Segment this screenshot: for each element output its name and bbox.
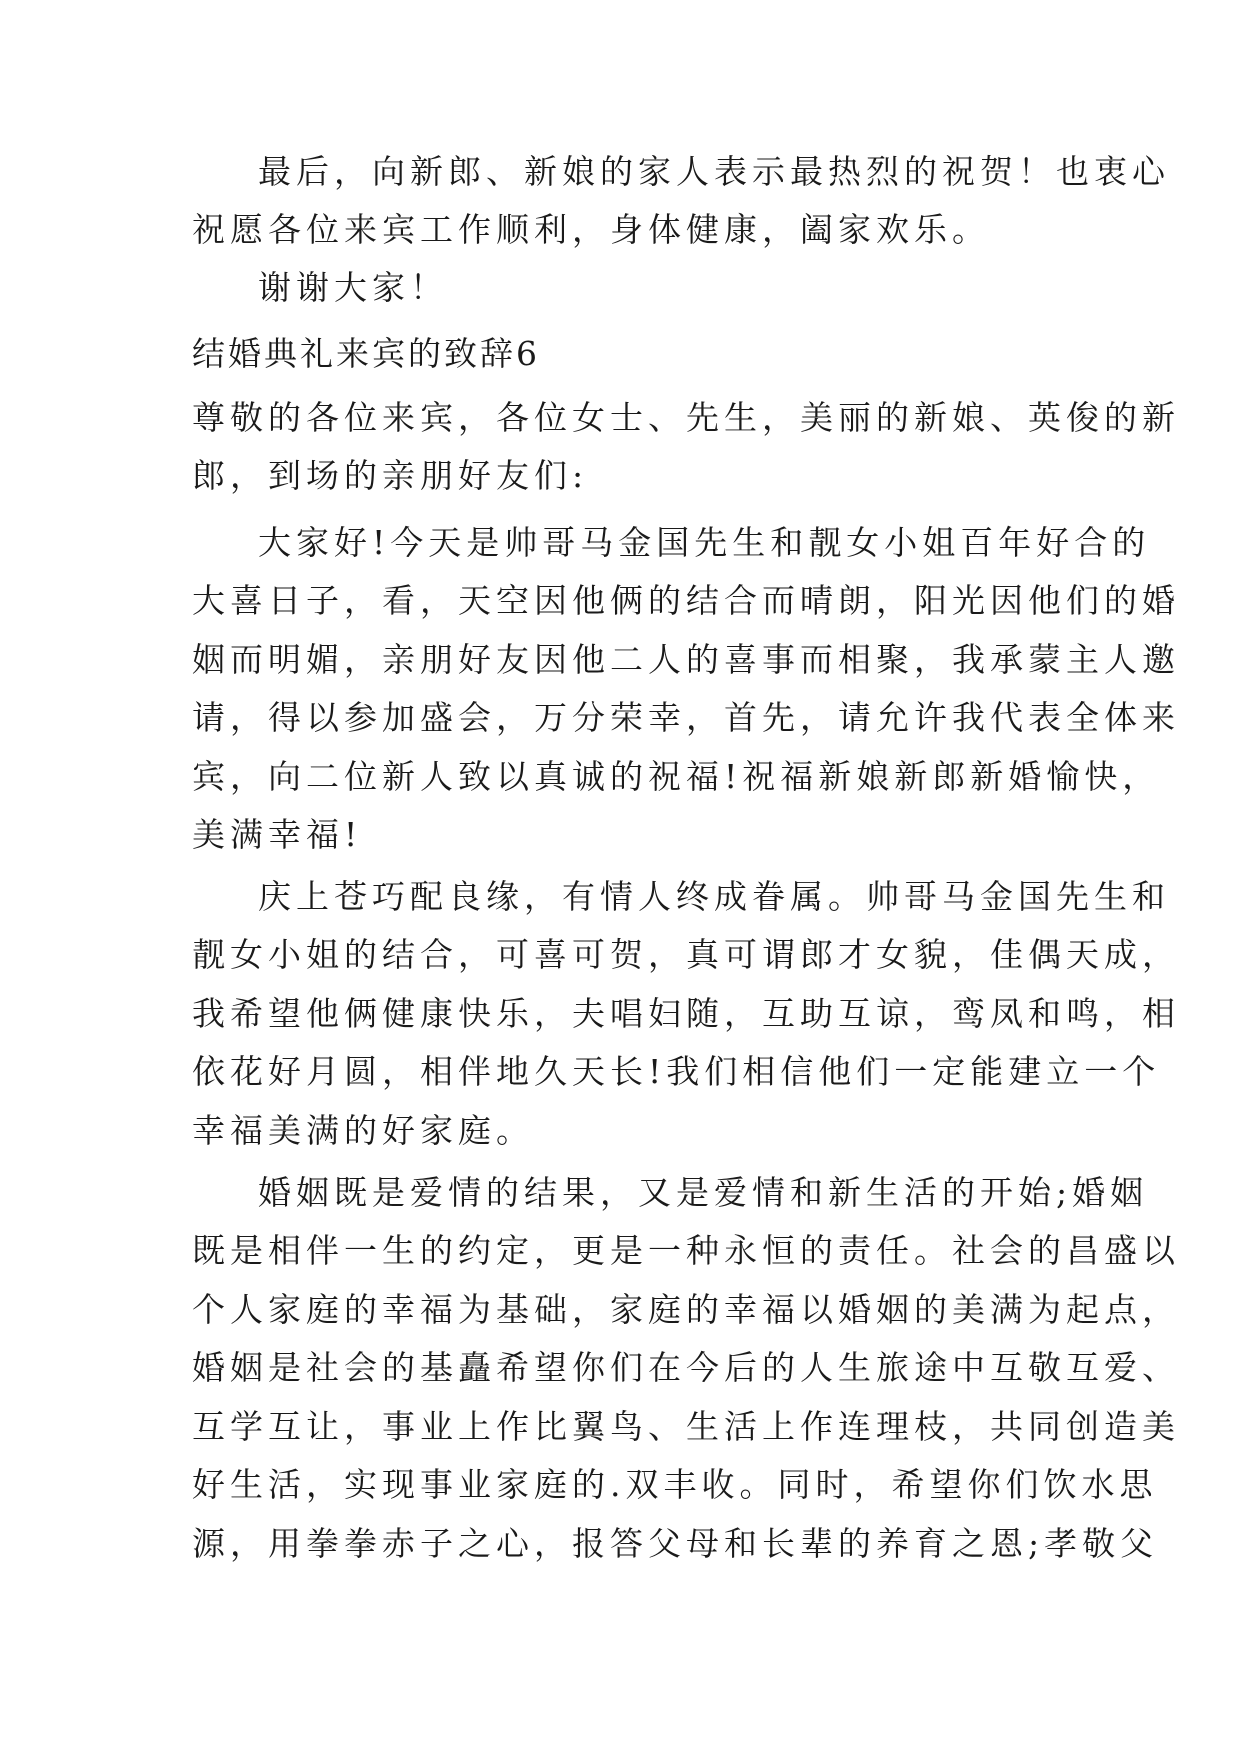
paragraph-line: 祝愿各位来宾工作顺利，身体健康，阖家欢乐。	[192, 210, 990, 249]
paragraph-line: 我希望他俩健康快乐，夫唱妇随，互助互谅，鸾凤和鸣，相	[192, 994, 1180, 1033]
paragraph-line: 美满幸福!	[192, 815, 363, 854]
paragraph-line: 谢谢大家！	[258, 268, 448, 307]
section-title: 结婚典礼来宾的致辞6	[192, 334, 540, 373]
paragraph-line: 姻而明媚，亲朋好友因他二人的喜事而相聚，我承蒙主人邀	[192, 640, 1180, 679]
paragraph-line: 请，得以参加盛会，万分荣幸，首先，请允许我代表全体来	[192, 698, 1180, 737]
paragraph-line: 大家好!今天是帅哥马金国先生和靓女小姐百年好合的	[258, 523, 1151, 562]
paragraph-line: 郎，到场的亲朋好友们:	[192, 456, 589, 495]
paragraph-line: 宾，向二位新人致以真诚的祝福!祝福新娘新郎新婚愉快，	[192, 757, 1161, 796]
paragraph-line: 依花好月圆，相伴地久天长!我们相信他们一定能建立一个	[192, 1052, 1161, 1091]
paragraph-line: 靓女小姐的结合，可喜可贺，真可谓郎才女貌，佳偶天成，	[192, 935, 1180, 974]
paragraph-line: 好生活，实现事业家庭的.双丰收。同时，希望你们饮水思	[192, 1465, 1158, 1504]
paragraph-line: 婚姻既是爱情的结果，又是爱情和新生活的开始;婚姻	[258, 1173, 1149, 1212]
paragraph-line: 尊敬的各位来宾，各位女士、先生，美丽的新娘、英俊的新	[192, 398, 1180, 437]
paragraph-line: 个人家庭的幸福为基础，家庭的幸福以婚姻的美满为起点，	[192, 1290, 1180, 1329]
paragraph-line: 幸福美满的好家庭。	[192, 1111, 534, 1150]
paragraph-line: 既是相伴一生的约定，更是一种永恒的责任。社会的昌盛以	[192, 1231, 1180, 1270]
paragraph-line: 庆上苍巧配良缘，有情人终成眷属。帅哥马金国先生和	[258, 877, 1170, 916]
paragraph-line: 婚姻是社会的基矗希望你们在今后的人生旅途中互敬互爱、	[192, 1348, 1180, 1387]
paragraph-line: 大喜日子，看，天空因他俩的结合而晴朗，阳光因他们的婚	[192, 581, 1180, 620]
paragraph-line: 源，用拳拳赤子之心，报答父母和长辈的养育之恩;孝敬父	[192, 1524, 1159, 1563]
paragraph-line: 互学互让，事业上作比翼鸟、生活上作连理枝，共同创造美	[192, 1407, 1180, 1446]
paragraph-line: 最后，向新郎、新娘的家人表示最热烈的祝贺！也衷心	[258, 152, 1170, 191]
